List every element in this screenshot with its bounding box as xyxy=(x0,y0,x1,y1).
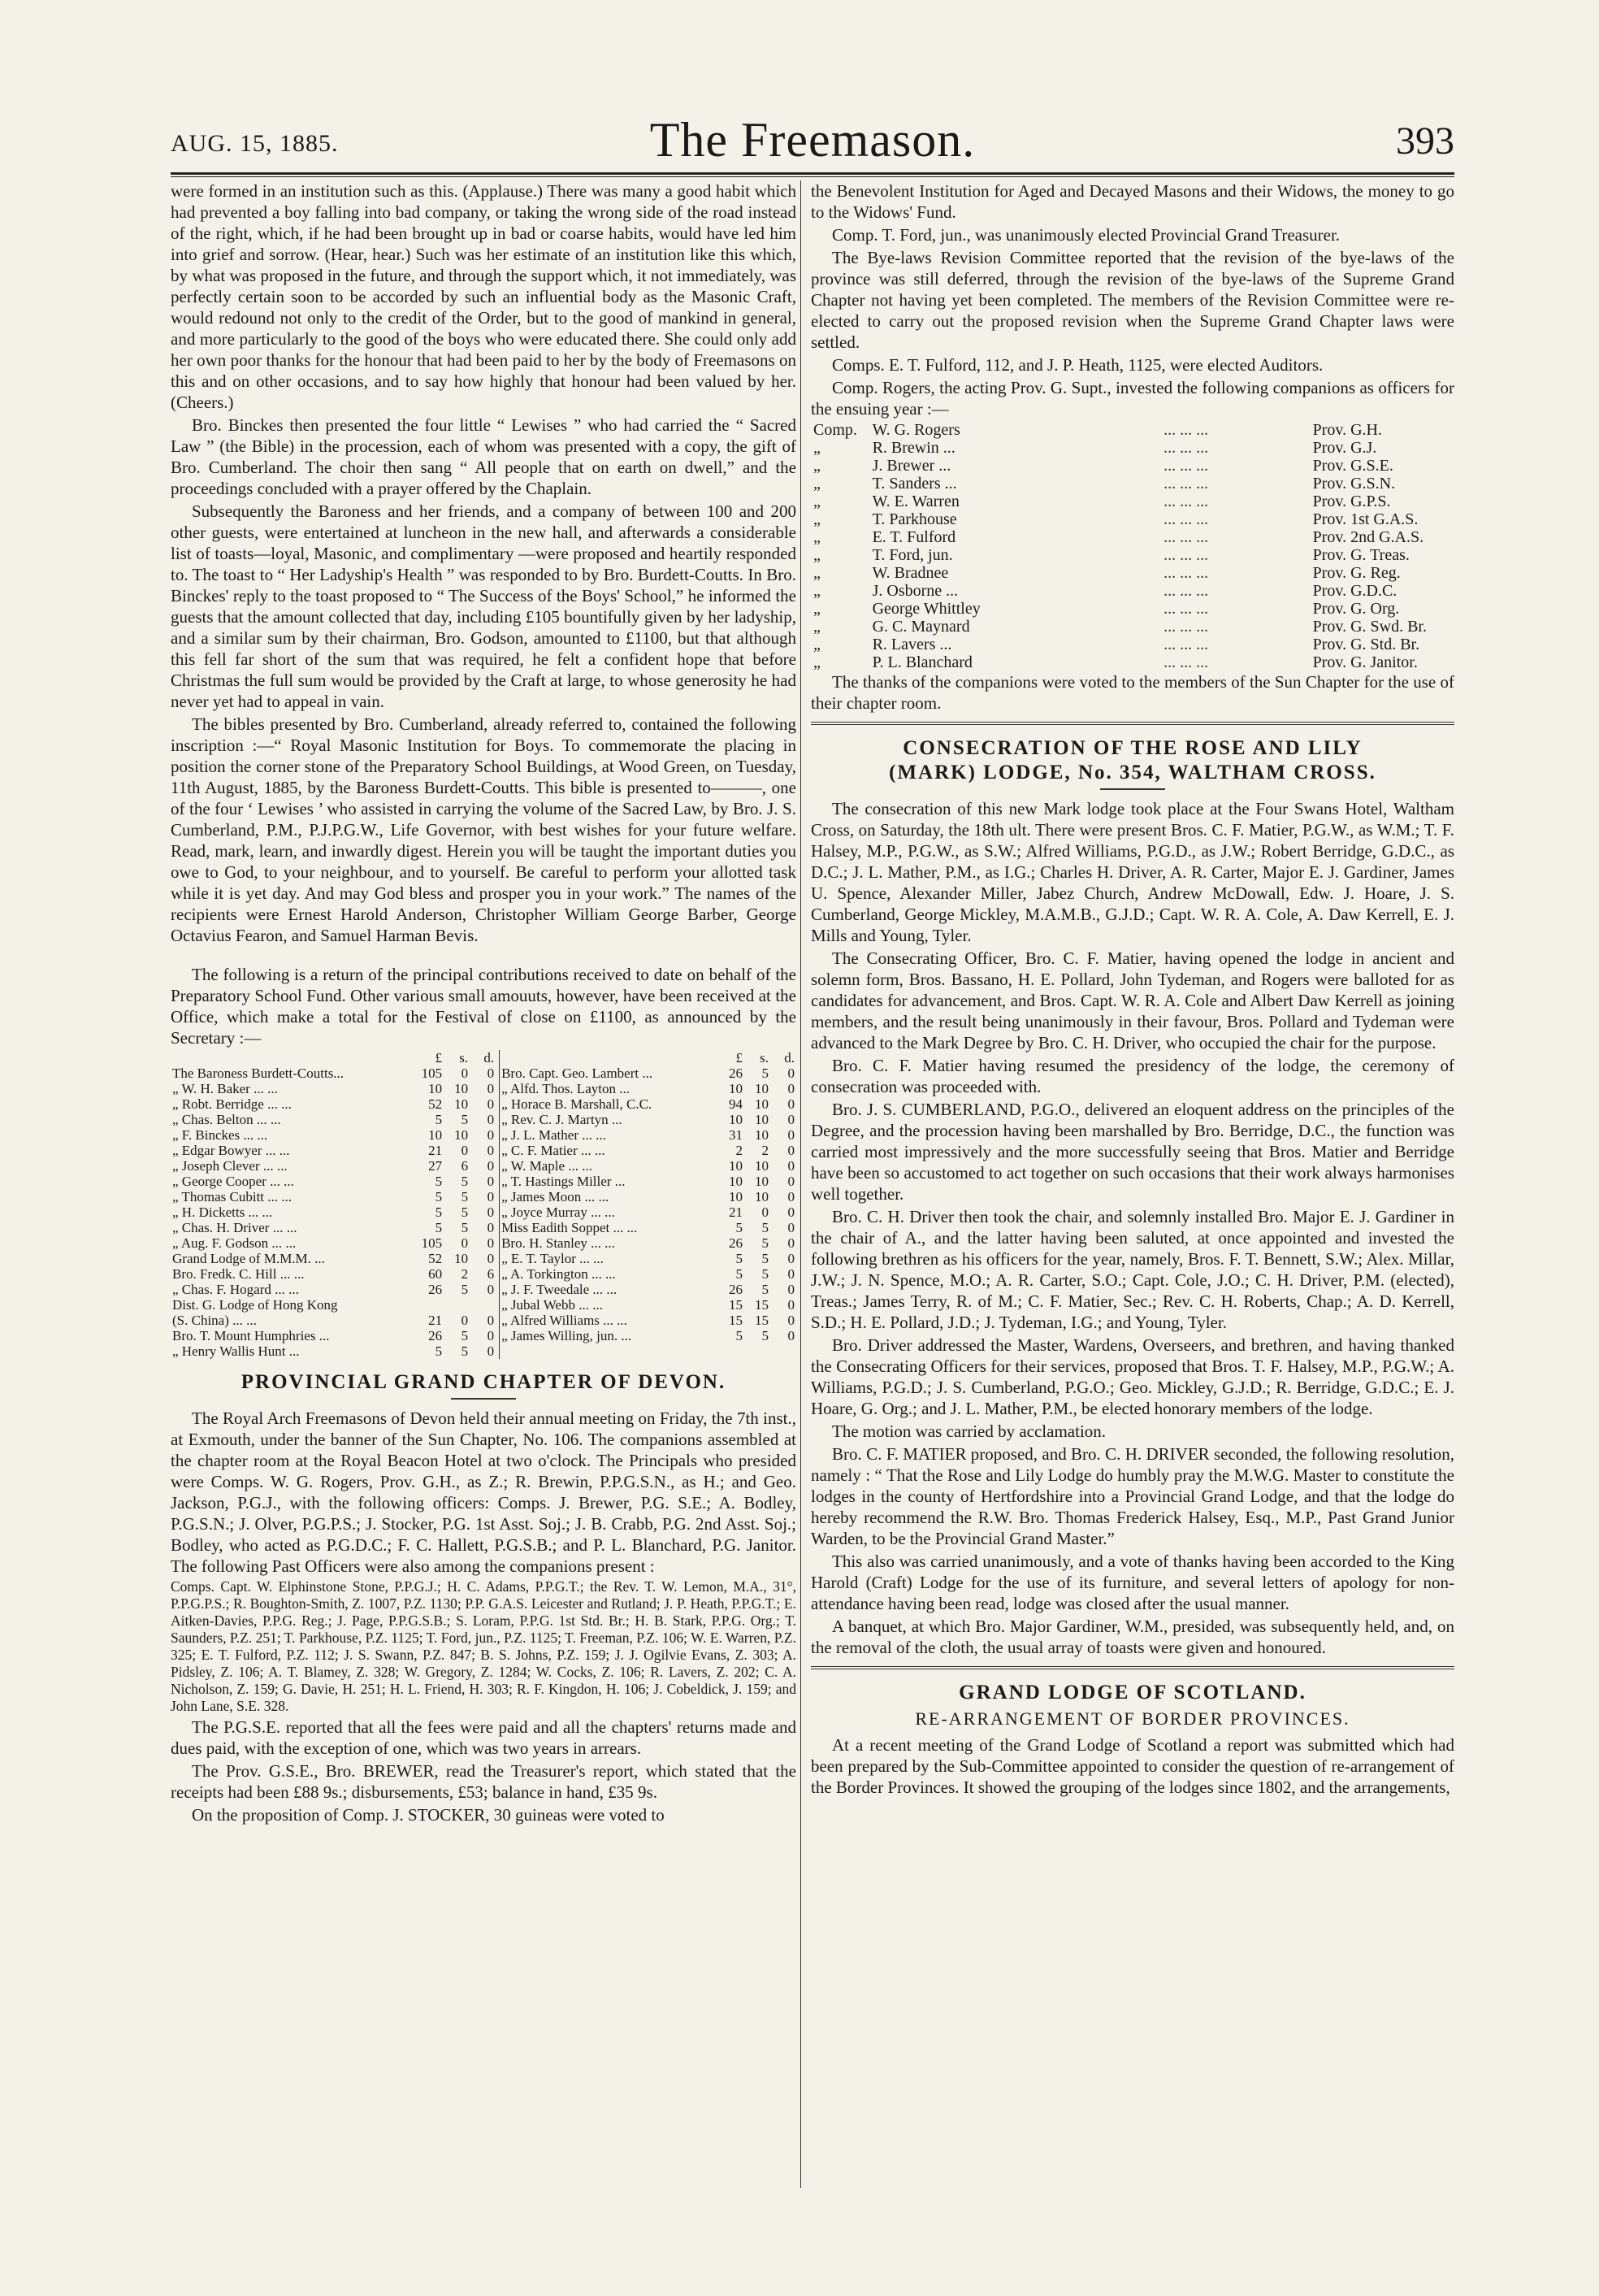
contribution-pounds: 10 xyxy=(729,1174,743,1189)
contribution-shillings: 5 xyxy=(761,1066,769,1081)
officer-leader-dots: ... ... ... xyxy=(1164,510,1209,528)
officer-name: J. Brewer ... xyxy=(872,457,951,475)
contribution-shillings: 5 xyxy=(461,1112,469,1127)
contribution-shillings: 0 xyxy=(461,1235,469,1251)
contribution-name: „ W. H. Baker ... ... xyxy=(172,1081,278,1096)
officer-name: W. G. Rogers xyxy=(872,421,960,439)
contribution-shillings: 15 xyxy=(755,1297,769,1313)
officer-prefix: „ xyxy=(813,546,821,564)
contribution-pounds: 5 xyxy=(735,1266,743,1282)
heading-line: (MARK) LODGE, No. 354, WALTHAM CROSS. xyxy=(889,762,1376,783)
officer-leader-dots: ... ... ... xyxy=(1164,618,1209,636)
officer-prefix: „ xyxy=(813,600,821,618)
contribution-pounds: 26 xyxy=(729,1235,743,1251)
article-paragraph: Bro. C. F. Matier having resumed the presidency of the lodge, the ceremony of consecration was proceeded with. xyxy=(811,1056,1454,1096)
contribution-name: „ Chas. Belton ... ... xyxy=(172,1112,281,1127)
contribution-pence: 6 xyxy=(487,1266,495,1282)
contribution-row xyxy=(171,1143,796,1158)
contribution-pence: 0 xyxy=(787,1297,795,1313)
contribution-shillings: 0 xyxy=(461,1143,469,1158)
contribution-pence: 0 xyxy=(487,1158,495,1174)
contribution-pounds: 5 xyxy=(435,1174,443,1189)
contribution-row xyxy=(171,1112,796,1127)
contribution-row xyxy=(171,1282,796,1297)
officer-prefix: „ xyxy=(813,493,821,510)
contribution-row xyxy=(171,1066,796,1081)
contribution-pence: 0 xyxy=(787,1112,795,1127)
contribution-name: „ Robt. Berridge ... ... xyxy=(172,1096,292,1112)
contribution-pounds: 5 xyxy=(735,1220,743,1235)
article-paragraph: Bro. Binckes then presented the four little “ Lewises ” who had carried the “ Sacred Law ” (the Bible) in the procession, each of whom was presented with a copy, the gift of Bro. Cumberland. The choir then sang “ All people that on earth on dwell,” and the proceedings concluded with a prayer offered by the Chaplain. xyxy=(171,415,796,498)
contribution-pence: 0 xyxy=(787,1266,795,1282)
contribution-name: „ James Moon ... ... xyxy=(501,1189,609,1204)
contribution-shillings: 5 xyxy=(461,1343,469,1359)
contribution-pounds: 26 xyxy=(428,1328,443,1343)
officer-prefix: „ xyxy=(813,582,821,600)
officer-prefix: „ xyxy=(813,636,821,653)
contribution-name: „ Thomas Cubitt ... ... xyxy=(172,1189,292,1204)
contribution-name: „ J. L. Mather ... ... xyxy=(501,1127,606,1143)
shillings-header: s. xyxy=(459,1050,469,1066)
contribution-pence: 0 xyxy=(787,1096,795,1112)
contribution-shillings: 10 xyxy=(454,1081,469,1096)
contribution-pounds: 26 xyxy=(428,1282,443,1297)
contribution-pounds: 21 xyxy=(428,1143,443,1158)
officer-leader-dots: ... ... ... xyxy=(1164,528,1209,546)
article-paragraph: Comps. E. T. Fulford, 112, and J. P. Heath, 1125, were elected Auditors. xyxy=(832,355,1324,375)
article-paragraph: Bro. Driver addressed the Master, Wardens, Overseers, and brethren, and having thanked the Consecrating Officers for their services, proposed that Bros. T. F. Halsey, M.P., P.G.W.; A. Williams, P.G.D.; J. S. Cumberland, P.G.O.; Geo. Mickley, G.J.D.; R. Berridge, G.D.C.; E. J. Hoare, G. Org.; and J. L. Mather, P.M., be elected honorary members of the lodge. xyxy=(811,1335,1454,1418)
contribution-name: „ E. T. Taylor ... ... xyxy=(501,1251,604,1266)
right-column xyxy=(811,180,1454,1799)
contribution-shillings: 5 xyxy=(761,1282,769,1297)
contribution-pounds: 5 xyxy=(435,1189,443,1204)
contribution-row xyxy=(171,1343,796,1359)
contribution-pence: 0 xyxy=(487,1081,495,1096)
contribution-name: „ Rev. C. J. Martyn ... xyxy=(501,1112,622,1127)
contribution-row xyxy=(171,1174,796,1189)
contribution-pounds: 15 xyxy=(729,1297,743,1313)
contribution-name: „ Alfd. Thos. Layton ... xyxy=(501,1081,630,1096)
article-paragraph: The following is a return of the principal contributions received to date on behalf of the Preparatory School Fund. Other various small amouuts, however, have been received at the Office, which make a total for the Festival of close on £1100, as announced by the Secretary :— xyxy=(171,965,796,1048)
subheading-border-provinces: RE-ARRANGEMENT OF BORDER PROVINCES. xyxy=(915,1708,1350,1729)
officer-title: Prov. G.S.N. xyxy=(1312,475,1396,493)
officer-title: Prov. G.D.C. xyxy=(1312,582,1398,600)
officer-title: Prov. G.J. xyxy=(1312,439,1377,457)
contribution-name: „ George Cooper ... ... xyxy=(172,1174,294,1189)
contribution-pence: 0 xyxy=(487,1220,495,1235)
heading-rose-lily xyxy=(811,736,1454,785)
officer-leader-dots: ... ... ... xyxy=(1164,439,1209,457)
contribution-pounds: 26 xyxy=(729,1282,743,1297)
article-paragraph: Bro. C. F. MATIER proposed, and Bro. C. H. DRIVER seconded, the following resolution, namely : “ That the Rose and Lily Lodge do humbly pray the M.W.G. Master to constitute the lodges in the county of Hertfordshire into a Provincial Grand Lodge, and that the lodge do hereby recommend the R.W. Bro. Thomas Frederick Halsey, Esq., M.P., Past Grand Junior Warden, to be the Provincial Grand Master.” xyxy=(811,1444,1454,1548)
article-paragraph: the Benevolent Institution for Aged and Decayed Masons and their Widows, the money to go to the Widows' Fund. xyxy=(811,181,1454,222)
officer-leader-dots: ... ... ... xyxy=(1164,421,1209,439)
contribution-name: „ Joseph Clever ... ... xyxy=(172,1158,288,1174)
contribution-pence: 0 xyxy=(487,1127,495,1143)
article-paragraph: Comp. Rogers, the acting Prov. G. Supt., invested the following companions as officers for the ensuing year :— xyxy=(811,378,1454,419)
contribution-shillings xyxy=(444,1297,470,1313)
officer-title: Prov. 1st G.A.S. xyxy=(1312,510,1419,528)
article-paragraph: Comp. T. Ford, jun., was unanimously elected Provincial Grand Treasurer. xyxy=(832,225,1341,245)
contribution-pence: 0 xyxy=(487,1235,495,1251)
contribution-pounds: 31 xyxy=(729,1127,743,1143)
contribution-shillings: 10 xyxy=(755,1174,769,1189)
officer-title: Prov. G. Janitor. xyxy=(1312,653,1418,671)
contribution-pounds: 10 xyxy=(729,1112,743,1127)
contribution-shillings: 6 xyxy=(461,1158,469,1174)
contribution-pence: 0 xyxy=(787,1313,795,1328)
officer-title: Prov. G.S.E. xyxy=(1312,457,1393,475)
contribution-pence: 0 xyxy=(787,1174,795,1189)
officer-row xyxy=(811,528,1454,546)
contribution-row xyxy=(171,1235,796,1251)
contribution-pence: 0 xyxy=(487,1328,495,1343)
contribution-pence xyxy=(470,1297,496,1313)
contribution-row xyxy=(171,1204,796,1220)
officer-leader-dots: ... ... ... xyxy=(1164,600,1209,618)
officer-prefix: „ xyxy=(813,528,821,546)
article-paragraph: The consecration of this new Mark lodge took place at the Four Swans Hotel, Waltham Cross, on Saturday, the 18th ult. There were present Bros. C. F. Matier, P.G.W., as W.M.; T. F. Halsey, M.P., P.G.W., as S.W.; Alfred Williams, P.G.D., as J.W.; Robert Berridge, G.D.C., as D.C.; J. L. Mather, P.M., as I.G.; Charles H. Driver, A. R. Carter, Major E. J. Gardiner, James U. Spence, Alexander Miller, Jabez Church, Andrew McDowall, Edw. J. Hoare, J. S. Cumberland, George Mickley, M.A.M.B., G.J.D.; Capt. W. R. A. Cole, A. Daw Kerrell, E. J. Mills and Young, Tyler. xyxy=(811,799,1454,945)
article-paragraph: Bro. C. H. Driver then took the chair, and solemnly installed Bro. Major E. J. Gardiner in the chair of A., and the latter having been saluted, at once appointed and invested the following brethren as his officers for the year, namely, Bros. F. T. Bennett, S.W.; Alex. Millar, J.W.; J. N. Spence, M.O.; A. R. Carter, S.O.; Capt. Cole, J.O.; C. H. Driver, P.M. (elected), Treas.; James Terry, R. of M.; C. F. Matier, Sec.; Rev. C. H. Roberts, Chap.; A. D. Kerrell, S.D.; H. E. Pollard, J.D.; J. Tydeman, I.G.; and Young, Tyler. xyxy=(811,1207,1454,1332)
contribution-shillings: 15 xyxy=(755,1313,769,1328)
officer-leader-dots: ... ... ... xyxy=(1164,636,1209,653)
contribution-shillings: 5 xyxy=(761,1251,769,1266)
contribution-shillings: 0 xyxy=(461,1313,469,1328)
contribution-name: „ J. F. Tweedale ... ... xyxy=(501,1282,618,1297)
officer-row xyxy=(811,582,1454,600)
contribution-name: Miss Eadith Soppet ... ... xyxy=(501,1220,638,1235)
contribution-row xyxy=(171,1096,796,1112)
contribution-shillings: 10 xyxy=(755,1158,769,1174)
heading-devon: PROVINCIAL GRAND CHAPTER OF DEVON. xyxy=(240,1371,726,1393)
officer-name: E. T. Fulford xyxy=(872,528,956,546)
contribution-pounds: 26 xyxy=(729,1066,743,1081)
heading-scotland: GRAND LODGE OF SCOTLAND. xyxy=(959,1682,1306,1704)
companions-list: Comps. Capt. W. Elphinstone Stone, P.P.G.J.; H. C. Adams, P.P.G.T.; the Rev. T. W. Lemon, M.A., 31°, P.P.G.P.S.; R. Boughton-Smith, Z. 1007, P.Z. 1130; P.P. G.A.S. Leicester and Rutland; J. P. Heath, P.P.G.T.; E. Aitken-Davies, P.P.G. Reg.; J. Page, P.P.G.S.B.; S. Loram, P.P.G. 1st Std. Br.; H. B. Stark, P.P.G. Org.; T. Saunders, P.Z. 251; T. Parkhouse, P.Z. 1125; T. Ford, jun., P.Z. 1125; T. Freeman, P.Z. 106; W. E. Warren, P.Z. 325; E. T. Fulford, P.Z. 112; J. S. Swann, P.Z. 847; B. S. Johns, P.Z. 159; J. J. Ogilvie Evans, Z. 303; A. Pidsley, Z. 106; A. T. Blamey, Z. 328; W. Gregory, Z. 1284; W. Cocks, Z. 106; R. Lavers, Z. 202; C. A. Nicholson, Z. 159; G. Davie, H. 251; H. L. Friend, H. 303; R. F. Kingdon, H. 106; J. Cobeldick, J. 159; and John Lane, S.E. 328. xyxy=(171,1578,796,1714)
article-paragraph: The thanks of the companions were voted to the members of the Sun Chapter for the use of their chapter room. xyxy=(811,672,1454,713)
contribution-shillings xyxy=(744,1343,770,1359)
officer-row xyxy=(811,493,1454,510)
contribution-pence: 0 xyxy=(787,1081,795,1096)
officer-title: Prov. G. Org. xyxy=(1312,600,1400,618)
contribution-row xyxy=(171,1251,796,1266)
officer-prefix: „ xyxy=(813,564,821,582)
contribution-name: „ Edgar Bowyer ... ... xyxy=(172,1143,290,1158)
officer-row xyxy=(811,600,1454,618)
contribution-name: „ Joyce Murray ... ... xyxy=(501,1204,615,1220)
article-paragraph: The Consecrating Officer, Bro. C. F. Matier, having opened the lodge in ancient and solemn form, Bros. Bassano, H. E. Pollard, John Tydeman, and Rogers were balloted for as candidates for advancement, and Bros. Capt. W. R. A. Cole and Albert Daw Kerrell as joining members, and the result being unanimously in their favour, Bros. Pollard and Tydeman were advanced to the Mark Degree by Bro. C. H. Driver, who occupied the chair for the purpose. xyxy=(811,948,1454,1053)
contribution-pence: 0 xyxy=(787,1220,795,1235)
officer-name: W. Bradnee xyxy=(872,564,949,582)
contribution-row xyxy=(171,1127,796,1143)
contribution-name: „ James Willing, jun. ... xyxy=(501,1328,632,1343)
contribution-shillings: 5 xyxy=(461,1174,469,1189)
contribution-pence: 0 xyxy=(487,1066,495,1081)
contribution-name: Bro. Fredk. C. Hill ... ... xyxy=(172,1266,305,1282)
article-paragraph: At a recent meeting of the Grand Lodge of Scotland a report was submitted which had been prepared by the Sub-Committee appointed to consider the question of re-arrangement of the Border Provinces. It showed the grouping of the lodges since 1802, and the arrangements, xyxy=(811,1735,1454,1797)
contribution-name: Bro. T. Mount Humphries ... xyxy=(172,1328,330,1343)
officer-prefix: „ xyxy=(813,439,821,457)
contribution-name: „ A. Torkington ... ... xyxy=(501,1266,616,1282)
contribution-shillings: 10 xyxy=(755,1081,769,1096)
contribution-name: „ Chas. F. Hogard ... ... xyxy=(172,1282,299,1297)
masthead xyxy=(171,112,1454,177)
officer-row xyxy=(811,475,1454,493)
contribution-pounds: 52 xyxy=(428,1096,443,1112)
officer-row xyxy=(811,510,1454,528)
contribution-pounds: 5 xyxy=(435,1112,443,1127)
contribution-row xyxy=(171,1081,796,1096)
contribution-shillings: 2 xyxy=(461,1266,469,1282)
officer-leader-dots: ... ... ... xyxy=(1164,475,1209,493)
contribution-shillings: 0 xyxy=(461,1066,469,1081)
contribution-name: „ Aug. F. Godson ... ... xyxy=(172,1235,297,1251)
contribution-pounds: 5 xyxy=(735,1251,743,1266)
contribution-pounds: 5 xyxy=(435,1220,443,1235)
pounds-header: £ xyxy=(435,1050,443,1066)
contribution-pence: 0 xyxy=(487,1282,495,1297)
contribution-row xyxy=(171,1313,796,1328)
contribution-name: „ Horace B. Marshall, C.C. xyxy=(501,1096,652,1112)
contribution-pence: 0 xyxy=(787,1189,795,1204)
contribution-pounds: 21 xyxy=(428,1313,443,1328)
contribution-shillings: 10 xyxy=(755,1127,769,1143)
contribution-name: Grand Lodge of M.M.M. ... xyxy=(172,1251,325,1266)
contribution-shillings: 5 xyxy=(461,1204,469,1220)
contribution-shillings: 10 xyxy=(454,1096,469,1112)
contribution-name: The Baroness Burdett-Coutts... xyxy=(172,1066,344,1081)
officer-prefix: „ xyxy=(813,618,821,636)
officer-title: Prov. G. Reg. xyxy=(1312,564,1401,582)
article-paragraph: were formed in an institution such as this. (Applause.) There was many a good habit which had prevented a boy falling into bad company, or taking the wrong side of the road instead of the right, which, if he had been brought up in bad or coarse habits, would have led him into grief and sorrow. (Hear, hear.) Such was her estimate of an institution like this which, by what was proposed in the future, and through the support which, it not immediately, was perfectly certain soon to be accorded by such an influential body as the Masonic Craft, would redound not only to the credit of the Order, but to the good of mankind in general, and more particularly to the good of the boys who were educated there. She could only add her own poor thanks for the honour that had been paid to her by the body of Freemasons on this and on other occasions, and to say how highly that honour had been valued by her. (Cheers.) xyxy=(171,181,796,412)
contributions-table xyxy=(171,1050,796,1359)
article-paragraph: The motion was carried by acclamation. xyxy=(832,1421,1107,1441)
contribution-pounds: 105 xyxy=(421,1235,443,1251)
contribution-shillings: 5 xyxy=(461,1220,469,1235)
contribution-pence: 0 xyxy=(487,1189,495,1204)
contribution-pence: 0 xyxy=(787,1158,795,1174)
officer-row xyxy=(811,457,1454,475)
contribution-row xyxy=(171,1158,796,1174)
contribution-name: „ Alfred Williams ... ... xyxy=(501,1313,627,1328)
contribution-pence: 0 xyxy=(487,1096,495,1112)
article-paragraph: Subsequently the Baroness and her friends, and a company of between 100 and 200 other guests, were entertained at luncheon in the new hall, and afterwards a considerable list of toasts—loyal, Masonic, and complimentary —were proposed and heartily responded to. The toast to “ Her Ladyship's Health ” was responded to by Bro. Burdett-Coutts. In Bro. Binckes' reply to the toast proposed to “ The Success of the Boys' School,” he informed the guests that the amount collected that day, including £105 bountifully given by her ladyship, and a similar sum by their chairman, Bro. Godson, amounted to £1100, but that although this fell far short of the sum that was required, he felt a confident hope that before Christmas the full sum would be provided by the Craft at large, to whose generosity he had never yet had to appeal in vain. xyxy=(171,501,796,711)
contribution-pounds: 94 xyxy=(729,1096,743,1112)
officer-prefix: „ xyxy=(813,475,821,493)
officers-table xyxy=(811,421,1454,671)
contribution-pounds xyxy=(418,1297,444,1313)
contribution-shillings: 10 xyxy=(755,1189,769,1204)
contribution-pounds: 5 xyxy=(435,1204,443,1220)
officer-title: Prov. G.P.S. xyxy=(1312,493,1391,510)
issue-date: AUG. 15, 1885. xyxy=(171,130,339,157)
officer-name: J. Osborne ... xyxy=(872,582,959,600)
contribution-shillings: 2 xyxy=(761,1143,769,1158)
officer-row xyxy=(811,636,1454,653)
contribution-pence: 0 xyxy=(487,1112,495,1127)
contribution-shillings: 5 xyxy=(461,1328,469,1343)
contribution-pence: 0 xyxy=(787,1143,795,1158)
officer-name: W. E. Warren xyxy=(872,493,960,510)
officer-leader-dots: ... ... ... xyxy=(1164,653,1209,671)
officer-title: Prov. G.H. xyxy=(1312,421,1382,439)
contribution-pence: 0 xyxy=(487,1174,495,1189)
article-paragraph: This also was carried unanimously, and a vote of thanks having been accorded to the King Harold (Craft) Lodge for the use of its furniture, and several letters of apology for non-attendance having been read, lodge was closed after the usual manner. xyxy=(811,1552,1454,1613)
officer-leader-dots: ... ... ... xyxy=(1164,546,1209,564)
contribution-shillings: 10 xyxy=(454,1127,469,1143)
contribution-pounds: 15 xyxy=(729,1313,743,1328)
officer-title: Prov. 2nd G.A.S. xyxy=(1312,528,1424,546)
contribution-pounds: 10 xyxy=(729,1189,743,1204)
article-paragraph: A banquet, at which Bro. Major Gardiner, W.M., presided, was subsequently held, and, on the removal of the cloth, the usual array of toasts were given and honoured. xyxy=(811,1617,1454,1657)
officer-name: T. Ford, jun. xyxy=(872,546,953,564)
contribution-pence: 0 xyxy=(487,1143,495,1158)
contribution-shillings: 5 xyxy=(461,1189,469,1204)
article-paragraph: The bibles presented by Bro. Cumberland, already referred to, contained the following inscription :—“ Royal Masonic Institution for Boys. To commemorate the placing in position the corner stone of the Preparatory School Buildings, at Wood Green, on Tuesday, 11th August, 1885, by the Baroness Burdett-Coutts. This bible is presented to———, one of the four ‘ Lewises ’ who assisted in carrying the volume of the Sacred Law, by Bro. J. S. Cumberland, P.M., P.J.P.G.W., Life Governor, with best wishes for your future welfare. Read, mark, learn, and inwardly digest. Herein you will be taught the important duties you owe to God, to your neighbour, and to yourself. Be careful to perform your allotted task while it is yet day. And may God bless and prosper you in your work.” The names of the recipients were Ernest Harold Anderson, Christopher William George Barber, George Octavius Fearon, and Samuel Harman Bevis. xyxy=(171,714,796,945)
article-paragraph: On the proposition of Comp. J. STOCKER, 30 guineas were voted to xyxy=(192,1805,665,1825)
contribution-name: „ T. Hastings Miller ... xyxy=(501,1174,626,1189)
page-number: 393 xyxy=(1396,119,1454,163)
contribution-name: Bro. H. Stanley ... ... xyxy=(501,1235,615,1251)
officer-leader-dots: ... ... ... xyxy=(1164,564,1209,582)
contribution-shillings: 10 xyxy=(755,1096,769,1112)
contribution-pence: 0 xyxy=(487,1343,495,1359)
officer-leader-dots: ... ... ... xyxy=(1164,582,1209,600)
article-paragraph: Bro. J. S. CUMBERLAND, P.G.O., delivered an eloquent address on the principles of the Degree, and the procession having been marshalled by Bro. Berridge, D.C., the function was carried most impressively and the more successfully seeing that Bros. Matier and Berridge have been so accustomed to act together on such occasions that their work always harmonises well together. xyxy=(811,1100,1454,1204)
contribution-pounds: 27 xyxy=(428,1158,443,1174)
shillings-header: s. xyxy=(760,1050,769,1066)
contribution-pounds: 2 xyxy=(735,1143,743,1158)
contribution-pounds: 52 xyxy=(428,1251,443,1266)
contribution-name: Bro. Capt. Geo. Lambert ... xyxy=(501,1066,653,1081)
contribution-row xyxy=(171,1328,796,1343)
officer-row xyxy=(811,421,1454,439)
officer-name: George Whittley xyxy=(872,600,981,618)
officer-leader-dots: ... ... ... xyxy=(1164,457,1209,475)
pence-header: d. xyxy=(483,1050,495,1066)
article-paragraph: The Prov. G.S.E., Bro. BREWER, read the Treasurer's report, which stated that the receipts had been £88 9s.; disbursements, £53; balance in hand, £35 9s. xyxy=(171,1761,796,1802)
contribution-pence: 0 xyxy=(787,1251,795,1266)
contribution-pounds: 10 xyxy=(428,1081,443,1096)
officer-title: Prov. G. Swd. Br. xyxy=(1312,618,1427,636)
contribution-name: (S. China) ... ... xyxy=(172,1313,257,1328)
officer-name: R. Lavers ... xyxy=(872,636,952,653)
column-divider xyxy=(800,180,801,2188)
officer-name: G. C. Maynard xyxy=(872,618,970,636)
contribution-pounds: 105 xyxy=(421,1066,443,1081)
contribution-pence: 0 xyxy=(787,1127,795,1143)
officer-leader-dots: ... ... ... xyxy=(1164,493,1209,510)
officer-row xyxy=(811,618,1454,636)
contribution-pence: 0 xyxy=(487,1313,495,1328)
officer-prefix: „ xyxy=(813,510,821,528)
contribution-row xyxy=(171,1297,796,1313)
contribution-pence: 0 xyxy=(487,1204,495,1220)
masthead-rule xyxy=(171,172,1454,175)
contribution-shillings: 10 xyxy=(454,1251,469,1266)
contribution-pounds: 10 xyxy=(729,1158,743,1174)
contribution-pounds xyxy=(718,1343,744,1359)
contribution-shillings: 5 xyxy=(461,1282,469,1297)
officer-name: R. Brewin ... xyxy=(872,439,956,457)
officer-name: T. Parkhouse xyxy=(872,510,957,528)
contribution-row xyxy=(171,1220,796,1235)
contribution-pounds: 5 xyxy=(435,1343,443,1359)
heading-line: CONSECRATION OF THE ROSE AND LILY xyxy=(903,737,1363,759)
contribution-pence: 0 xyxy=(787,1328,795,1343)
contribution-pounds: 5 xyxy=(735,1328,743,1343)
contribution-name: „ Jubal Webb ... ... xyxy=(501,1297,603,1313)
officer-name: T. Sanders ... xyxy=(872,475,957,493)
contribution-pence: 0 xyxy=(787,1066,795,1081)
contribution-pounds: 10 xyxy=(729,1081,743,1096)
contribution-name: „ Chas. H. Driver ... ... xyxy=(172,1220,297,1235)
contribution-shillings: 10 xyxy=(755,1112,769,1127)
contribution-shillings: 5 xyxy=(761,1266,769,1282)
contribution-pence: 0 xyxy=(787,1282,795,1297)
masthead-rule-thin xyxy=(171,176,1454,177)
contribution-name: „ H. Dicketts ... ... xyxy=(172,1204,273,1220)
contribution-name: „ Henry Wallis Hunt ... xyxy=(172,1343,300,1359)
contribution-shillings: 0 xyxy=(761,1204,769,1220)
article-paragraph: The Bye-laws Revision Committee reported that the revision of the bye-laws of the province was still deferred, through the revision of the bye-laws of the Supreme Grand Chapter not having yet been completed. The members of the Revision Committee were re-elected to carry out the proposed revision when the Supreme Grand Chapter laws were settled. xyxy=(811,248,1454,352)
officer-row xyxy=(811,546,1454,564)
officer-prefix: „ xyxy=(813,457,821,475)
officer-row xyxy=(811,564,1454,582)
contribution-pounds: 10 xyxy=(428,1127,443,1143)
contribution-pence: 0 xyxy=(787,1235,795,1251)
contribution-pence xyxy=(770,1343,796,1359)
officer-row xyxy=(811,439,1454,457)
contribution-row xyxy=(171,1266,796,1282)
article-paragraph: The Royal Arch Freemasons of Devon held their annual meeting on Friday, the 7th inst., at Exmouth, under the banner of the Sun Chapter, No. 106. The companions assembled at the chapter room at the Royal Beacon Hotel at two o'clock. The Principals who presided were Comps. W. G. Rogers, Prov. G.H., as Z.; R. Brewin, P.P.G.S.N., as H.; and Geo. Jackson, P.G.J., with the following officers: Comps. J. Brewer, P.G. S.E.; A. Bodley, P.G.S.N.; J. Olver, P.G.P.S.; J. Stocker, P.G. 1st Asst. Soj.; J. B. Crabb, P.G. 2nd Asst. Soj.; Bodley, who acted as P.G.D.C.; F. C. Hallett, P.G.S.B.; and P. L. Blanchard, P.G. Janitor. The following Past Officers were also among the companions present : xyxy=(171,1408,796,1576)
pence-header: d. xyxy=(784,1050,795,1066)
contribution-shillings: 5 xyxy=(761,1220,769,1235)
contribution-shillings: 5 xyxy=(761,1328,769,1343)
officer-row xyxy=(811,653,1454,671)
officer-name: P. L. Blanchard xyxy=(872,653,973,671)
contribution-name xyxy=(500,1343,718,1359)
article-paragraph: The P.G.S.E. reported that all the fees were paid and all the chapters' returns made and dues paid, with the exception of one, which was two years in arrears. xyxy=(171,1717,796,1758)
officer-prefix: Comp. xyxy=(813,421,857,439)
contribution-name: „ F. Binckes ... ... xyxy=(172,1127,268,1143)
contribution-pence: 0 xyxy=(487,1251,495,1266)
officer-title: Prov. G. Std. Br. xyxy=(1312,636,1420,653)
contribution-shillings: 5 xyxy=(761,1235,769,1251)
contribution-name: Dist. G. Lodge of Hong Kong xyxy=(172,1297,338,1313)
contribution-pence: 0 xyxy=(787,1204,795,1220)
pounds-header: £ xyxy=(735,1050,743,1066)
contribution-name: „ W. Maple ... ... xyxy=(501,1158,592,1174)
officer-title: Prov. G. Treas. xyxy=(1312,546,1410,564)
contribution-pounds: 60 xyxy=(428,1266,443,1282)
contribution-name: „ C. F. Matier ... ... xyxy=(501,1143,605,1158)
contribution-row xyxy=(171,1189,796,1204)
officer-prefix: „ xyxy=(813,653,821,671)
left-column xyxy=(171,180,796,1827)
newspaper-title: The Freemason. xyxy=(649,113,976,167)
contribution-pounds: 21 xyxy=(729,1204,743,1220)
